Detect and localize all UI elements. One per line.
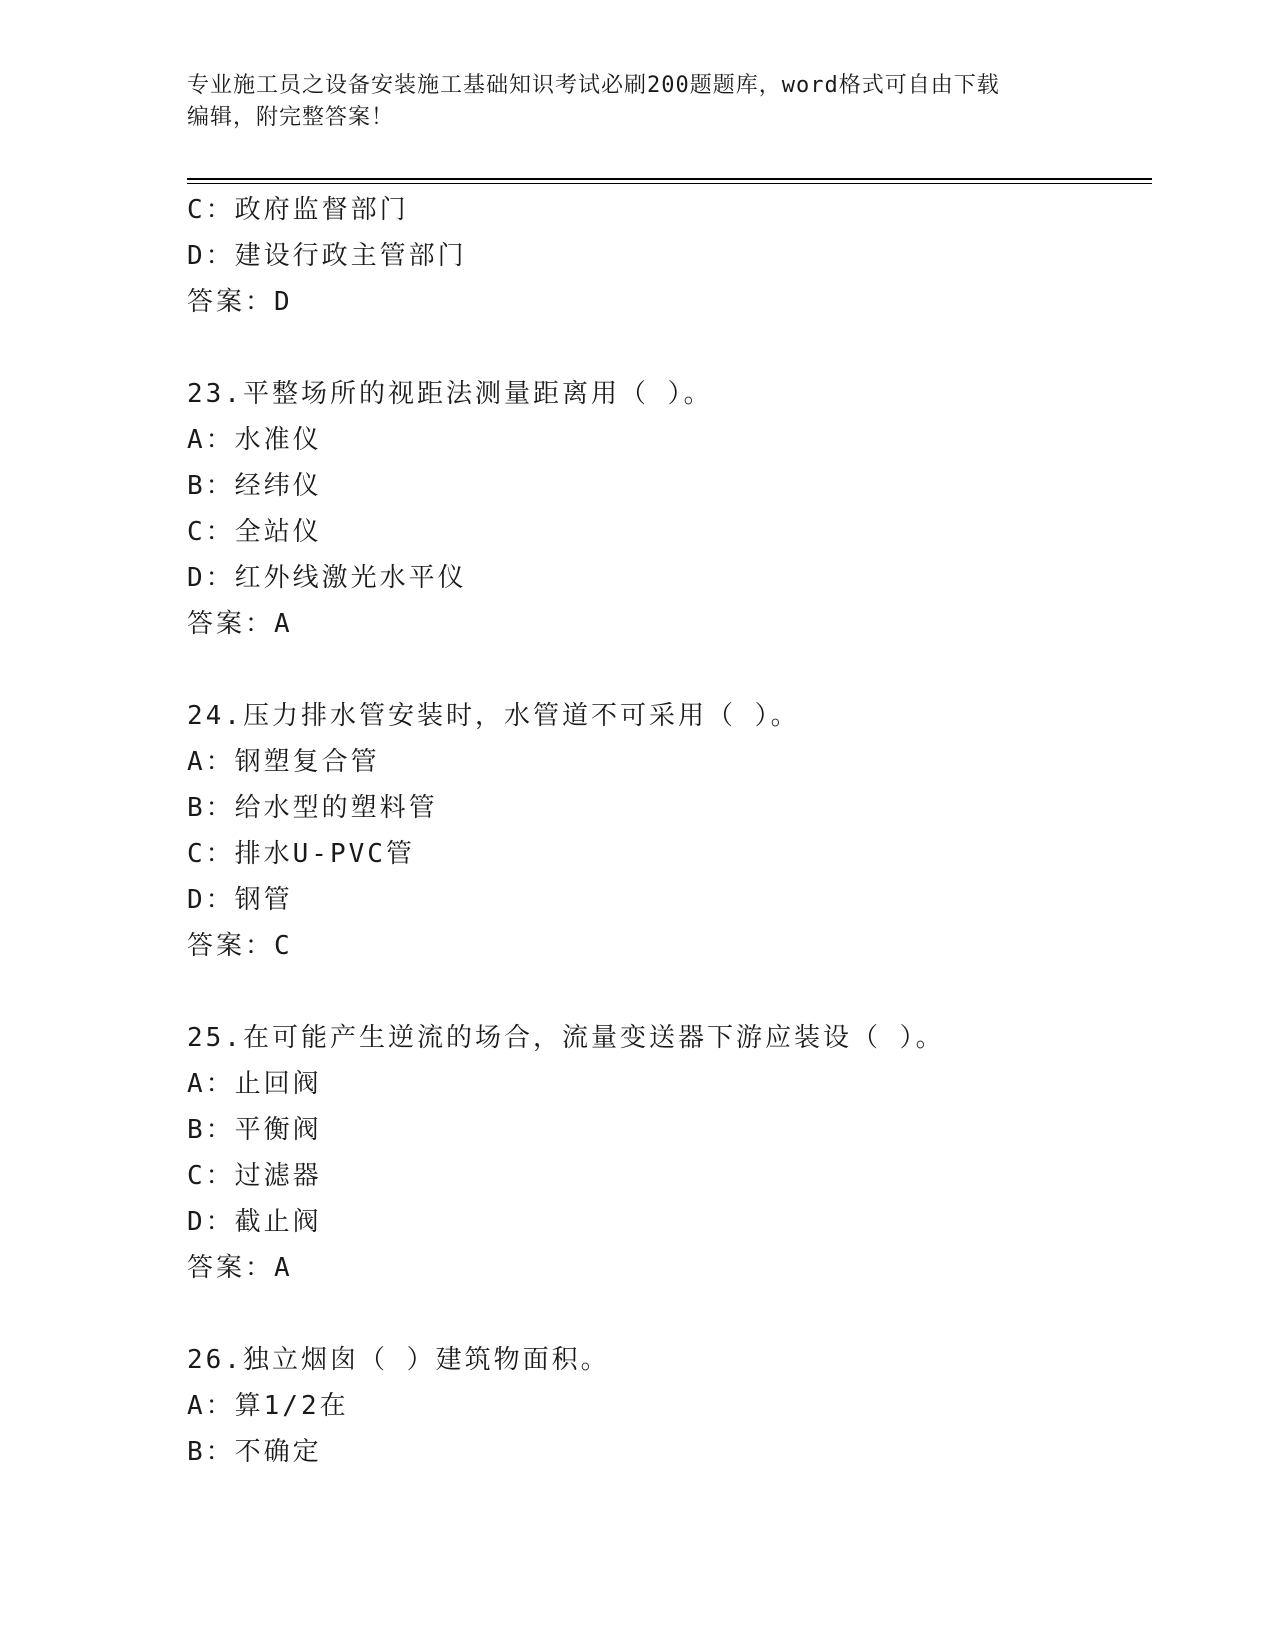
option-d: D：建设行政主管部门 bbox=[187, 241, 467, 271]
question-list bbox=[187, 187, 1152, 1475]
option-b: B：不确定 bbox=[187, 1437, 322, 1467]
question-block bbox=[187, 371, 1152, 647]
document-header bbox=[187, 70, 1067, 134]
option-d: D：截止阀 bbox=[187, 1207, 322, 1237]
header-rule-thin bbox=[187, 183, 1152, 184]
option-c: C：全站仪 bbox=[187, 517, 322, 547]
option-b: B：平衡阀 bbox=[187, 1115, 322, 1145]
header-line-1: 专业施工员之设备安装施工基础知识考试必刷200题题库，word格式可自由下载 bbox=[187, 73, 1000, 98]
spacer bbox=[187, 969, 1152, 1015]
option-c: C：排水U-PVC管 bbox=[187, 839, 415, 869]
option-a: A：止回阀 bbox=[187, 1069, 322, 1099]
answer-line: 答案：A bbox=[187, 1253, 293, 1283]
option-d: D：钢管 bbox=[187, 885, 293, 915]
option-a: A：算1/2在 bbox=[187, 1391, 349, 1421]
option-b: B：经纬仪 bbox=[187, 471, 322, 501]
question-block bbox=[187, 693, 1152, 969]
spacer bbox=[187, 647, 1152, 693]
question-block bbox=[187, 1337, 1152, 1475]
question-block bbox=[187, 1015, 1152, 1291]
spacer bbox=[187, 1291, 1152, 1337]
option-b: B：给水型的塑料管 bbox=[187, 793, 438, 823]
question-text: 26.独立烟囱（ ）建筑物面积。 bbox=[187, 1345, 610, 1375]
option-c: C：政府监督部门 bbox=[187, 195, 409, 225]
question-block bbox=[187, 187, 1152, 325]
answer-line: 答案：A bbox=[187, 609, 293, 639]
header-rule-thick bbox=[187, 178, 1152, 180]
option-a: A：钢塑复合管 bbox=[187, 747, 380, 777]
question-text: 24.压力排水管安装时，水管道不可采用（ ）。 bbox=[187, 701, 800, 731]
spacer bbox=[187, 325, 1152, 371]
answer-line: 答案：C bbox=[187, 931, 293, 961]
question-text: 23.平整场所的视距法测量距离用（ ）。 bbox=[187, 379, 713, 409]
option-c: C：过滤器 bbox=[187, 1161, 322, 1191]
answer-line: 答案：D bbox=[187, 287, 293, 317]
header-line-2: 编辑，附完整答案！ bbox=[187, 105, 395, 130]
option-a: A：水准仪 bbox=[187, 425, 322, 455]
option-d: D：红外线激光水平仪 bbox=[187, 563, 467, 593]
question-text: 25.在可能产生逆流的场合，流量变送器下游应装设（ ）。 bbox=[187, 1023, 945, 1053]
